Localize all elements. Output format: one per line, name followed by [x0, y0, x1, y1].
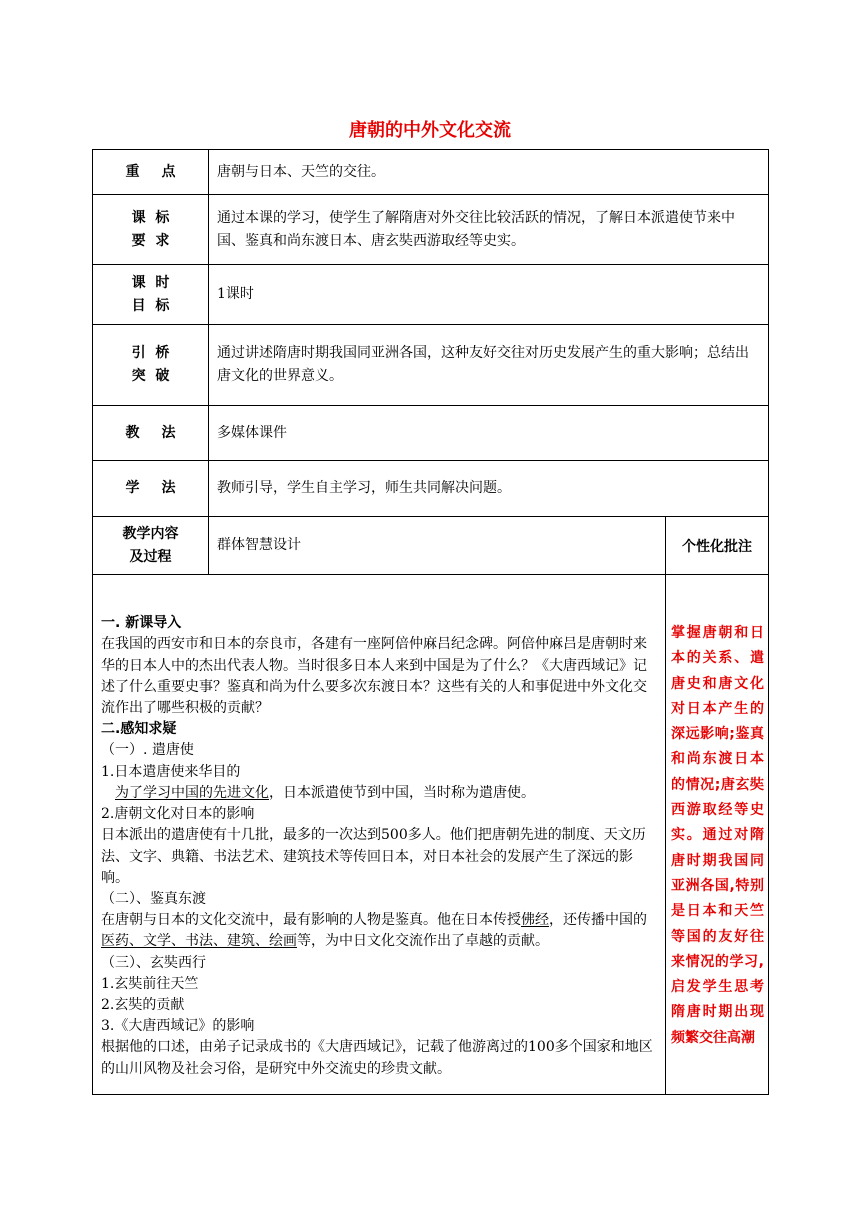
label-line: 引 桥 [131, 345, 170, 361]
section-heading: 二.感知求疑 [101, 721, 177, 738]
subsection-heading: （一）. 遣唐使 [101, 742, 194, 759]
label-line: 教学内容 [122, 525, 179, 542]
label-line: 要 求 [131, 232, 170, 249]
item-heading: 2.唐朝文化对日本的影响 [101, 806, 255, 823]
label-line: 点 [161, 163, 176, 180]
row-learning-method [93, 461, 769, 517]
label-line: 法 [161, 480, 176, 496]
underlined-text: 为了学习中国的先进文化 [115, 784, 269, 801]
row-teaching-method [93, 406, 769, 461]
row-breakthrough [93, 325, 769, 406]
text-run: 在唐朝与日本的文化交流中，最有影响的人物是鉴真。他在日本传授 [101, 912, 521, 929]
cell-curriculum: 通过本课的学习，使学生了解隋唐对外交往比较活跃的情况，了解日本派遣使节来中国、鉴真和尚东渡日本、唐玄奘西游取经等史实。 [209, 195, 769, 265]
underlined-text: 医药、文学、书法、建筑、绘画 [101, 933, 297, 950]
cell-breakthrough: 通过讲述隋唐时期我国同亚洲各国，这种友好交往对历史发展产生的重大影响；总结出唐文化的世界意义。 [209, 325, 769, 406]
label-process [93, 517, 209, 575]
subsection-heading: （三）、玄奘西行 [101, 954, 206, 971]
header-personal-note: 个性化批注 [666, 517, 769, 575]
cell-class-hours: 1课时 [209, 265, 769, 325]
paragraph [101, 783, 657, 804]
cell-key-points: 唐朝与日本、天竺的交往。 [209, 150, 769, 195]
paragraph: 根据他的口述，由弟子记录成书的《大唐西域记》，记载了他游离过的100多个国家和地区的山川风物及社会习俗，是研究中外交流史的珍贵文献。 [101, 1039, 653, 1077]
item-heading: 3.《大唐西域记》的影响 [101, 1018, 255, 1035]
page-title: 唐朝的中外文化交流 [349, 120, 511, 141]
row-curriculum [93, 195, 769, 265]
label-teaching-method [93, 406, 209, 461]
underlined-text: 佛经 [521, 912, 549, 929]
subsection-heading: （二）、鉴真东渡 [101, 890, 206, 907]
label-learning-method [93, 461, 209, 517]
personal-note-cell: 掌握唐朝和日本的关系、遣唐史和唐文化对日本产生的深远影响;鉴真和尚东渡日本的情况;唐玄奘西游取经等史实。通过对隋唐时期我国同亚洲各国,特别是日本和天竺等国的友好往来情况的学习,启发学生思考隋唐时期出现频繁交往高潮 [666, 575, 769, 1095]
row-class-hours [93, 265, 769, 325]
content-cell [93, 575, 666, 1095]
label-class-hours [93, 265, 209, 325]
item-heading: 1.玄奘前往天竺 [101, 975, 199, 992]
row-key-points [93, 150, 769, 195]
label-line: 教 [125, 424, 140, 441]
label-line: 课 时 [131, 274, 170, 291]
label-line: 课 标 [131, 209, 170, 226]
paragraph [101, 910, 657, 952]
label-breakthrough [93, 325, 209, 406]
cell-learning-method: 教师引导，学生自主学习，师生共同解决问题。 [209, 461, 769, 517]
paragraph: 在我国的西安市和日本的奈良市，各建有一座阿倍仲麻吕纪念碑。阿倍仲麻吕是唐朝时来华的日本人中的杰出代表人物。当时很多日本人来到中国是为了什么？《大唐西域记》记述了什么重要史事？鉴真和尚为什么要多次东渡日本？这些有关的人和事促进中外文化交流作出了哪些积极的贡献？ [101, 636, 647, 717]
label-line: 法 [161, 424, 176, 441]
label-line: 及过程 [129, 548, 172, 565]
text-run: ，还传播中国的 [549, 912, 647, 929]
label-curriculum [93, 195, 209, 265]
item-heading: 2.玄奘的贡献 [101, 996, 185, 1013]
row-process-header [93, 517, 769, 575]
text-run: ，日本派遣使节到中国，当时称为遣唐使。 [269, 784, 535, 801]
cell-design: 群体智慧设计 [209, 517, 666, 575]
label-line: 重 [125, 163, 140, 180]
text-run: 等，为中日文化交流作出了卓越的贡献。 [297, 933, 549, 950]
label-line: 学 [125, 480, 140, 496]
label-key-points [93, 150, 209, 195]
item-heading: 1.日本遣唐使来华目的 [101, 763, 241, 780]
paragraph: 日本派出的遣唐使有十几批，最多的一次达到500多人。他们把唐朝先进的制度、天文历法、文字、典籍、书法艺术、建筑技术等传回日本，对日本社会的发展产生了深远的影响。 [101, 827, 646, 886]
cell-teaching-method: 多媒体课件 [209, 406, 769, 461]
section-heading: 一. 新课导入 [101, 615, 182, 632]
lesson-plan-table [92, 149, 769, 1095]
label-line: 目 标 [131, 297, 170, 314]
label-line: 突 破 [131, 368, 170, 384]
row-process-body [93, 575, 769, 1095]
